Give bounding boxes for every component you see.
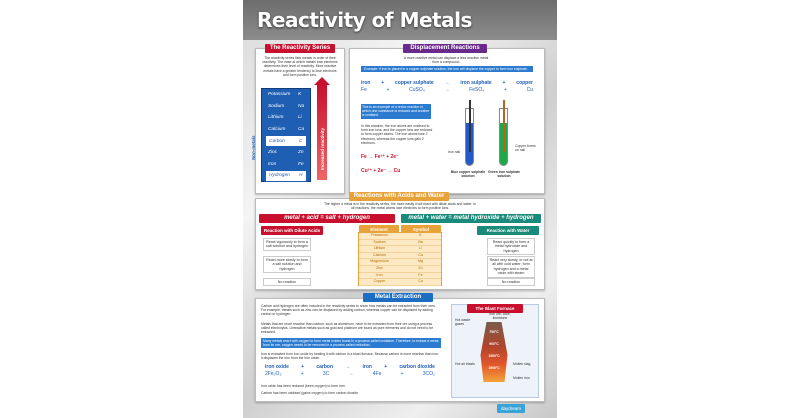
series-row	[262, 159, 310, 171]
table-row	[359, 253, 441, 260]
water-note: No reaction	[487, 278, 535, 286]
label-iron-nail: Iron nail	[448, 150, 461, 154]
increase-arrow-label: Increased reactivity	[320, 127, 325, 170]
non-metals-label: Non-metals	[251, 135, 256, 160]
series-row	[262, 182, 310, 194]
element-symbol: Li	[400, 246, 441, 253]
metal-symbol: Cu	[298, 185, 305, 191]
equation-term: →	[348, 371, 354, 377]
coated-nail	[503, 100, 505, 152]
element-symbol: Zn	[400, 266, 441, 273]
series-row	[265, 135, 307, 147]
table-row	[359, 240, 441, 247]
element-name: Magnesium	[359, 259, 400, 266]
element-name: Sodium	[359, 240, 400, 247]
acid-note: React more slowly to form a salt solution and hydrogen	[263, 256, 311, 273]
equation-term: →	[444, 87, 450, 93]
element-symbol: Fe	[400, 273, 441, 280]
acids-water-heading: Reactions with Acids and Water	[349, 192, 449, 201]
displacement-example: Example: if iron is placed in a copper sulphate solution, the iron will displace the copper to form iron sulphate.	[361, 66, 533, 72]
equation-term: +	[381, 80, 385, 86]
equation-term: iron sulphate	[460, 80, 492, 86]
acids-water-intro: The higher a metal is in the reactivity series, the more easily it will react with dilute acids and water. In all reactions, the metal atoms lose electrons to form positive ions.	[323, 202, 477, 211]
water-note: React very slowly, or not at all with cold water; form hydrogen and a metal oxide with steam	[487, 256, 535, 278]
equation-term: carbon	[316, 364, 333, 370]
extraction-equation-formula	[265, 371, 435, 377]
tube2-caption: Green iron sulphate solution	[487, 170, 521, 179]
page-title: Reactivity of Metals	[243, 0, 557, 40]
brand-logo: daydream	[497, 404, 525, 413]
ions-note: In this reaction, the iron atoms are oxidised to form iron ions, and the copper ions are reduced to form copper atoms. The iron atoms lose 2 electrons, whereas the copper ions gain 2 electrons.	[361, 124, 433, 145]
extraction-p2: Metals that are more reactive than carbon, such as aluminium, have to be extracted from their ore using a process called electrolysis. Unreactive metals such as gold and platinum are found as pure elements and do not need to be extracted.	[261, 322, 434, 335]
extraction-p5: Carbon has been oxidised (gains oxygen) to form carbon dioxide.	[261, 391, 360, 395]
equation-term: iron	[361, 80, 371, 86]
acid-equation: metal + acid = salt + hydrogen	[259, 214, 395, 223]
equation-term: +	[502, 80, 506, 86]
displacement-equation-formula	[361, 87, 533, 93]
element-symbol: Mg	[400, 259, 441, 266]
redox-note: This is an example of a redox reaction in which one substance is reduced and another is oxidised.	[362, 105, 430, 118]
half-equation-1: Fe → Fe²⁺ + 2e⁻	[361, 154, 399, 160]
water-equation: metal + water = metal hydroxide + hydrogen	[401, 214, 541, 223]
equation-term: +	[400, 371, 404, 377]
equation-term: CuSO₄	[409, 87, 425, 93]
metal-symbol: Ca	[298, 127, 305, 133]
metal-symbol: Li	[298, 115, 302, 121]
furnace-label-air: Hot air blasts	[455, 362, 475, 366]
element-name: Copper	[359, 279, 400, 286]
series-row	[262, 147, 310, 159]
series-row	[265, 170, 307, 182]
furnace-temp: 900°C	[489, 342, 499, 346]
metal-name: Iron	[268, 161, 277, 167]
metal-symbol: K	[298, 92, 302, 98]
metal-name: Hydrogen	[269, 173, 290, 179]
series-row	[262, 89, 310, 101]
series-row	[262, 112, 310, 124]
metal-name: Copper	[268, 185, 284, 191]
extraction-heading: Metal Extraction	[363, 293, 433, 302]
col-element: Element	[359, 225, 399, 234]
element-symbol: Cu	[400, 279, 441, 286]
furnace-label-iron: Molten iron	[513, 376, 530, 380]
iron-nail	[469, 100, 471, 152]
metal-symbol: C	[299, 138, 303, 144]
equation-term: 2Fe₂O₃	[265, 371, 282, 377]
furnace-label-gases: Hot waste gases	[455, 318, 471, 327]
furnace-label-top: Iron ore, coke, limestone	[489, 312, 511, 321]
metal-name: Lithium	[268, 115, 284, 121]
equation-term: carbon dioxide	[399, 364, 435, 370]
tube1-caption: Blue copper sulphate solution	[450, 170, 486, 179]
equation-term: +	[301, 364, 305, 370]
element-name: Potassium	[359, 233, 400, 240]
label-copper-forms: Copper forms on nail	[515, 144, 536, 153]
acid-note: React vigorously to form a salt solution and hydrogen	[263, 238, 311, 251]
element-name: Calcium	[359, 253, 400, 260]
water-title: Reaction with Water	[477, 226, 539, 235]
acid-note: No reaction	[263, 278, 311, 286]
extraction-highlight: Many metals react with oxygen to form metal oxides found in a process called oxidation. Therefore, to extract a metal from its ore, oxygen needs to be removed in a process called reduction.	[261, 338, 441, 348]
poster	[243, 0, 557, 418]
metal-name: Zinc	[268, 150, 278, 156]
table-row	[359, 273, 441, 280]
equation-term: iron	[362, 364, 372, 370]
water-note: React quickly to form a metal hydroxide and hydrogen	[487, 238, 535, 255]
extraction-p4: Iron oxide has been reduced (been oxygen) to form iron.	[261, 384, 346, 388]
equation-term: FeSO₄	[469, 87, 485, 93]
metal-symbol: Fe	[298, 161, 304, 167]
equation-term: +	[384, 364, 388, 370]
reactivity-table	[358, 232, 442, 286]
furnace-title: The Blast Furnace	[467, 304, 523, 313]
equation-term: +	[300, 371, 304, 377]
metal-name: Sodium	[268, 103, 285, 109]
furnace-temp: 1500°C	[488, 354, 500, 358]
element-symbol: K	[400, 233, 441, 240]
series-row	[262, 124, 310, 136]
extraction-p1: Carbon and hydrogen are often included in the reactivity series to show how metals can be extracted from their ores. For example, metals such as zinc can be displaced by adding carbon, whereas copper can be displaced by adding carbon or hydrogen.	[261, 304, 436, 317]
series-row	[262, 101, 310, 113]
acid-title: Reaction with Dilute Acids	[261, 226, 323, 235]
extraction-equation-words	[265, 364, 435, 370]
reactivity-series-heading: The Reactivity Series	[265, 44, 335, 53]
metal-symbol: H	[299, 173, 303, 179]
furnace-temp: 1900°C	[488, 366, 500, 370]
table-row	[359, 279, 441, 286]
equation-term: +	[386, 87, 390, 93]
equation-term: 4Fe	[372, 371, 382, 377]
table-row	[359, 246, 441, 253]
displacement-intro: A more reactive metal can displace a less reactive metal from a compound.	[403, 56, 489, 65]
furnace-label-slag: Molten slag	[513, 362, 531, 366]
displacement-equation-words	[361, 80, 533, 86]
metal-name: Calcium	[268, 127, 286, 133]
equation-term: Fe	[361, 87, 367, 93]
equation-term: →	[444, 80, 450, 86]
col-symbol: Symbol	[401, 225, 441, 234]
furnace-temp: 750°C	[489, 330, 499, 334]
metal-symbol: Zn	[298, 150, 304, 156]
element-symbol: Ca	[400, 253, 441, 260]
element-name: Lithium	[359, 246, 400, 253]
reactivity-series-table	[261, 88, 311, 191]
metal-symbol: Na	[298, 103, 305, 109]
metal-name: Carbon	[269, 138, 285, 144]
reactivity-series-intro: The reactivity series lists metals in order of their reactivity. The ease at which metals lose electrons determines their level of reactivity. More reactive metals have a greater tendency to lose electrons and form positive ions.	[262, 56, 338, 77]
element-name: Zinc	[359, 266, 400, 273]
equation-term: copper	[516, 80, 533, 86]
equation-term: copper sulphate	[395, 80, 434, 86]
half-equation-2: Cu²⁺ + 2e⁻ → Cu	[361, 168, 401, 174]
equation-term: →	[345, 364, 351, 370]
extraction-p3: Iron is extracted from iron oxide by heating it with carbon in a blast furnace. Because carbon is more reactive than iron, it displaces the iron from the iron oxide.	[261, 352, 440, 361]
table-row	[359, 259, 441, 266]
table-row	[359, 266, 441, 273]
element-symbol: Na	[400, 240, 441, 247]
equation-term: 3CO₂	[422, 371, 435, 377]
element-name: Iron	[359, 273, 400, 280]
equation-term: Cu	[526, 87, 533, 93]
equation-term: iron oxide	[265, 364, 289, 370]
metal-name: Potassium	[268, 92, 291, 98]
table-row	[359, 233, 441, 240]
equation-term: +	[503, 87, 507, 93]
equation-term: 3C	[322, 371, 330, 377]
displacement-heading: Displacement Reactions	[403, 44, 487, 53]
